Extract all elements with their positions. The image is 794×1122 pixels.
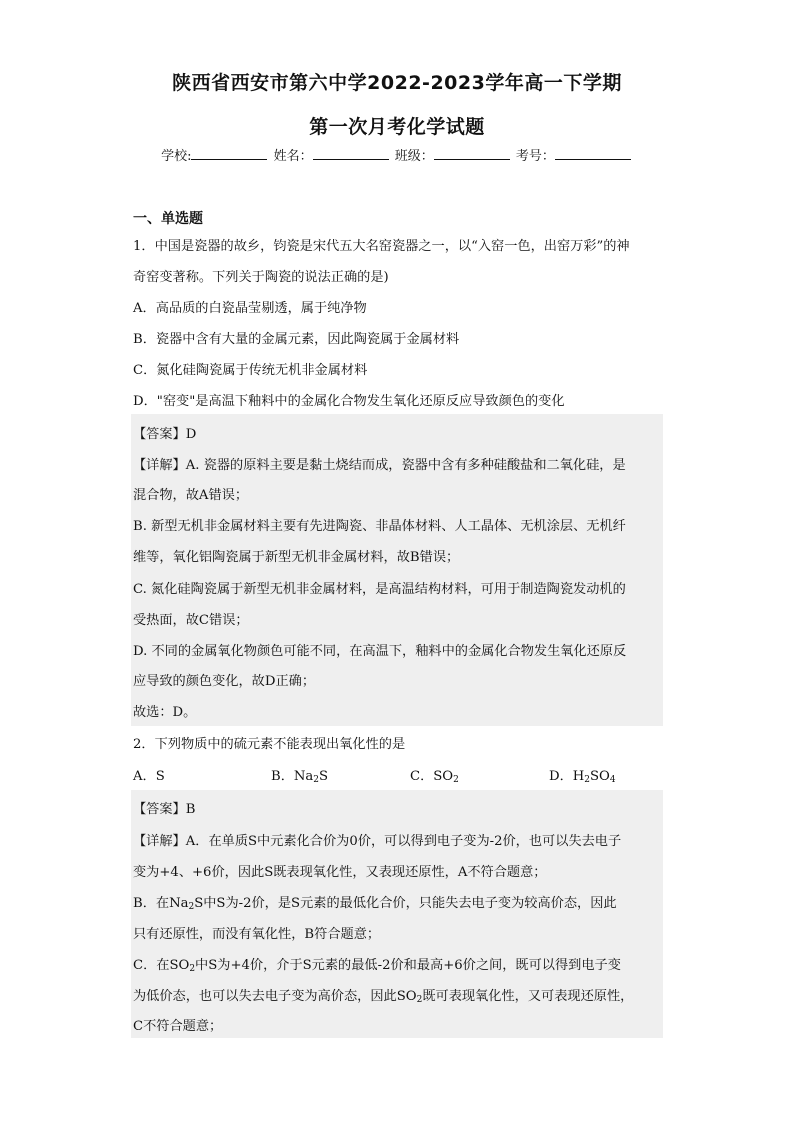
school-label: 学校: bbox=[161, 149, 192, 164]
q1-detail-line: D. 不同的金属氧化物颜色可能不同，在高温下，釉料中的金属化合物发生氧化还原反 bbox=[133, 644, 627, 659]
q2-detail-line: 为低价态，也可以失去电子变为高价态，因此$SO_2$既可表现氧化性，又可表现还原性， bbox=[133, 989, 634, 1005]
school-blank bbox=[191, 147, 267, 160]
q1-stem-line1: 1．中国是瓷器的故乡，钧瓷是宋代五大名窑瓷器之一，以“入窑一色，出窑万彩”的神 bbox=[133, 239, 630, 254]
q1-detail-line: 混合物，故A错误； bbox=[133, 488, 249, 503]
q1-detail-line: C. 氮化硅陶瓷属于新型无机非金属材料，是高温结构材料，可用于制造陶瓷发动机的 bbox=[133, 582, 626, 597]
q1-option-a: A．高品质的白瓷晶莹剔透，属于纯净物 bbox=[133, 301, 367, 316]
q2-detail-line: 变为+4、+6价，因此S既表现氧化性，又表现还原性，A不符合题意； bbox=[133, 865, 547, 880]
student-info-row bbox=[0, 145, 794, 164]
q1-detail-line: 受热面，故C错误； bbox=[133, 613, 249, 628]
q1-answer: 【答案】D bbox=[133, 427, 197, 442]
q2-detail-line: B．在$Na_2S$中S为-2价，是S元素的最低化合价，只能失去电子变为较高价态，因此 bbox=[133, 896, 617, 912]
class-label: 班级： bbox=[394, 149, 434, 164]
q1-detail-line: 故选：D。 bbox=[133, 705, 197, 720]
name-blank bbox=[313, 147, 389, 160]
name-label: 姓名： bbox=[273, 149, 313, 164]
exam-title-line2: 第一次月考化学试题 bbox=[309, 116, 485, 138]
q2-option-c: C．$SO_2$ bbox=[410, 769, 459, 785]
exam-no-label: 考号： bbox=[515, 149, 555, 164]
q2-stem: 2．下列物质中的硫元素不能表现出氧化性的是 bbox=[133, 737, 406, 752]
q2-detail-line: 【详解】A．在单质S中元素化合价为0价，可以得到电子变为-2价，也可以失去电子 bbox=[133, 834, 622, 849]
q1-detail-line: 维等，氧化铝陶瓷属于新型无机非金属材料，故B错误； bbox=[133, 550, 460, 565]
q2-option-b: B．$Na_2S$ bbox=[271, 769, 329, 785]
q1-stem-line2: 奇窑变著称。下列关于陶瓷的说法正确的是) bbox=[133, 270, 389, 285]
exam-no-blank bbox=[555, 147, 631, 160]
section-heading: 一、单选题 bbox=[133, 211, 203, 227]
q2-detail-line: C．在$SO_2$中S为+4价，介于S元素的最低-2价和最高+6价之间，既可以得到电子变 bbox=[133, 958, 621, 974]
q1-option-b: B．瓷器中含有大量的金属元素，因此陶瓷属于金属材料 bbox=[133, 332, 460, 347]
q2-option-a: A．S bbox=[133, 769, 165, 784]
q1-detail-line: 【详解】A. 瓷器的原料主要是黏土烧结而成，瓷器中含有多种硅酸盐和二氧化硅，是 bbox=[133, 458, 626, 473]
q2-option-d: D．$H_2SO_4$ bbox=[549, 769, 616, 785]
q1-option-c: C．氮化硅陶瓷属于传统无机非金属材料 bbox=[133, 363, 368, 378]
q1-detail-line: B. 新型无机非金属材料主要有先进陶瓷、非晶体材料、人工晶体、无机涂层、无机纤 bbox=[133, 519, 626, 534]
q1-detail-line: 应导致的颜色变化，故D正确； bbox=[133, 674, 316, 689]
q2-answer: 【答案】B bbox=[133, 802, 196, 817]
exam-title-line1: 陕西省西安市第六中学2022-2023学年高一下学期 bbox=[172, 72, 622, 94]
q1-option-d: D．"窑变"是高温下釉料中的金属化合物发生氧化还原反应导致颜色的变化 bbox=[133, 394, 565, 409]
class-blank bbox=[434, 147, 510, 160]
q2-detail-line: 只有还原性，而没有氧化性，B符合题意； bbox=[133, 927, 381, 942]
q2-detail-line: C不符合题意； bbox=[133, 1019, 223, 1034]
